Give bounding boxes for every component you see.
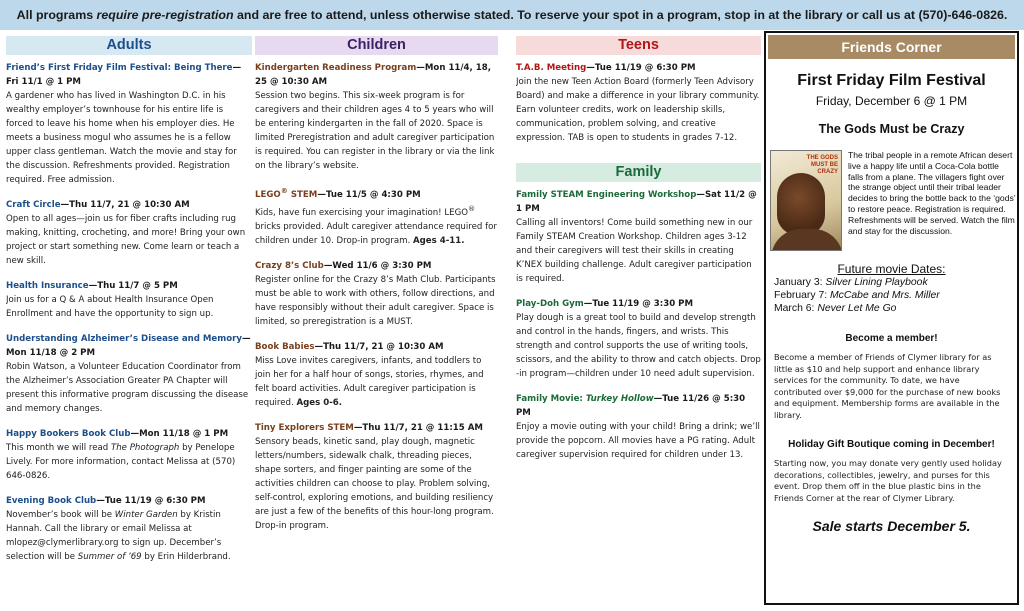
event-time: —Tue 11/19 @ 6:30 PM (586, 63, 696, 73)
event-item (255, 340, 498, 410)
future-date-item: March 6: Never Let Me Go (774, 303, 897, 314)
movie-poster-image (770, 150, 842, 251)
event-time: —Tue 11/5 @ 4:30 PM (317, 189, 421, 200)
event-item (6, 494, 252, 564)
event-name: Family STEAM Engineering Workshop (516, 190, 697, 200)
event-description: A gardener who has lived in Washington D.C. in his wealthy employer’s townhouse for his entire life is forced to leave his home when his employer dies. He meets a business mogul who assumes he is a fellow upper class gentleman. Watch the movie and stay for the discussion. Refreshments provided. Registration required. Free admission. (6, 91, 237, 185)
event-description: Robin Watson, a Volunteer Education Coordinator from the Alzheimer’s Association Greater PA Chapter will present this informative program discussing the disease and memory changes. (6, 362, 249, 414)
event-time: —Tue 11/26 @ 5:30 PM (516, 394, 746, 418)
event-name: Book Babies (255, 341, 315, 352)
future-date-item: February 7: McCabe and Mrs. Miller (774, 290, 940, 301)
banner-text-2: and are free to attend, unless otherwise stated. To reserve your spot in a program, stop in at the library or call us at (570)-646-0826. (233, 8, 1008, 22)
event-description: Open to all ages—join us for fiber crafts including rug making, knitting, crocheting, and more! Bring your own project or start something new. Come learn or teach a new skill. (6, 214, 246, 266)
movie-title: The Gods Must be Crazy (818, 122, 965, 136)
movie-description: The tribal people in a remote African desert live a happy life until a Coca-Cola bottle falls from a plane. The villagers fight over the strange object until their tribal leader decides to bring the bottle back to the ‘gods’ to restore peace. Registration is required. Refreshments will be served. Watch the film and stay for the discussion. (848, 150, 1016, 236)
event-item (6, 332, 252, 416)
event-time: —Thu 11/7, 21 @ 10:30 AM (314, 341, 444, 352)
event-description: Play dough is a great tool to build and develop strength and control in the hands, fingers, and wrists. This strength and control supports the use of writing tools, scissors, and the ability to throw and catch objects. Drop -in program—children under 10 need adult supervision. (516, 313, 761, 379)
gift-boutique-description: Starting now, you may donate very gently used holiday decorations, collectibles, jewelry, and purses for this event. Drop them off in the blue plastic bins in the Friends Corner at the rear of Clymer Library. (774, 458, 1002, 503)
event-name: Happy Bookers Book Club (6, 429, 131, 439)
event-description: Join us for a Q & A about Health Insurance Open Enrollment and have the opportunity to sign up. (6, 295, 214, 319)
event-time: —Mon 11/18 @ 1 PM (130, 429, 229, 439)
banner-text-1: All programs (16, 8, 97, 22)
teens-family-column (516, 36, 761, 473)
event-name: Craft Circle (6, 200, 61, 210)
event-name: LEGO® STEM (255, 186, 318, 200)
event-item (516, 61, 761, 145)
gift-boutique-header: Holiday Gift Boutique coming in December! (788, 439, 995, 450)
film-festival-title: First Friday Film Festival (797, 72, 986, 89)
event-time: —Mon 11/4, 18, 25 @ 10:30 AM (255, 63, 491, 87)
poster-body-shape (771, 229, 842, 251)
event-name: Play-Doh Gym (516, 299, 584, 309)
event-name: Health Insurance (6, 281, 89, 291)
movie-feature (766, 150, 1017, 260)
membership-description: Become a member of Friends of Clymer library for as little as $10 and help support and enhance library services for the community. To date, we have contributed over $9,000 for the purchase of new books and equipment. Membership forms are available in the library. (774, 352, 1001, 420)
children-header: Children (255, 36, 498, 55)
event-time: —Mon 11/18 @ 2 PM (6, 334, 251, 358)
event-time: —Sat 11/2 @ 1 PM (516, 190, 757, 214)
poster-face-shape (777, 173, 825, 235)
event-item (255, 184, 498, 248)
event-description: Session two begins. This six-week program is for caregivers and their children ages 4 to 5 years who will be entering kindergarten in the fall of 2020. Space is limited Preregistration and adult caregiver participation is required. You can register in the library or via the link on the library’s website. (255, 91, 495, 171)
event-time: —Tue 11/19 @ 6:30 PM (96, 496, 206, 506)
sale-date: Sale starts December 5. (812, 518, 971, 534)
event-name: Kindergarten Readiness Program (255, 63, 417, 73)
event-item (6, 61, 252, 187)
event-item (516, 392, 761, 462)
event-time: —Tue 11/19 @ 3:30 PM (583, 299, 694, 309)
event-item (255, 421, 498, 533)
adults-column (6, 36, 252, 575)
event-description: Enjoy a movie outing with your child! Bring a drink; we’ll provide the popcorn. All movies have a PG rating. Adult caregiver supervision required for children under 13. (516, 422, 760, 460)
event-item (6, 279, 252, 321)
event-name: Tiny Explorers STEM (255, 422, 354, 433)
event-item (255, 61, 498, 173)
film-festival-date: Friday, December 6 @ 1 PM (815, 94, 968, 108)
event-time: —Thu 11/7, 21 @ 10:30 AM (60, 200, 190, 210)
future-dates-list (774, 276, 1017, 315)
event-time: —Thu 11/7 @ 5 PM (88, 281, 178, 291)
children-column (255, 36, 498, 544)
friends-corner-panel (764, 31, 1019, 605)
event-name: Understanding Alzheimer’s Disease and Memory (6, 334, 242, 344)
event-item (516, 297, 761, 381)
event-description: Sensory beads, kinetic sand, play dough, magnetic letters/numbers, sidewalk chalk, threading pieces, shape sorters, and finger painting are some of the activities children can choose to play. Problem solving, self-control, exploring emotions, and building resiliency are just a few of the benefits of this hour-long program. Drop-in program. (255, 436, 494, 531)
event-description: Miss Love invites caregivers, infants, and toddlers to join her for a half hour of songs, stories, rhymes, and felt board activities. Adult caregiver participation is required. Ages 0-6. (255, 355, 484, 408)
event-item (255, 259, 498, 329)
future-date-item: January 3: Silver Lining Playbook (774, 277, 928, 288)
event-description: This month we will read The Photograph by Penelope Lively. For more information, contact Melissa at (570) 646-0826. (6, 443, 236, 481)
future-dates-header: Future movie Dates: (837, 262, 946, 276)
event-description: Register online for the Crazy 8’s Math Club. Participants must be able to work with others, follow directions, and have responsibly without their adult caregiver. Space is limited, so preregistration is a MUST. (255, 274, 496, 327)
adults-header: Adults (6, 36, 252, 55)
event-name: Friend’s First Friday Film Festival: Being There (6, 63, 233, 73)
event-item (6, 198, 252, 268)
event-description: Join the new Teen Action Board (formerly Teen Advisory Board) and make a difference in your library community. Earn volunteer credits, work on leadership skills, communication, problem solving, and creative expression. TAB is open to students in grades 7-12. (516, 77, 760, 143)
banner-emphasis: require pre-registration (96, 8, 234, 22)
poster-title: THE GODS MUST BE CRAZY (806, 155, 838, 175)
event-time: —Wed 11/6 @ 3:30 PM (323, 260, 432, 271)
event-description: Calling all inventors! Come build something new in our Family STEAM Creation Workshop. Children ages 3-12 and their caregivers will test their skills in creating K’NEX building challenge. Adult caregiver participation is required. (516, 218, 753, 284)
membership-header: Become a member! (845, 333, 938, 344)
event-name: Evening Book Club (6, 496, 97, 506)
event-description: November’s book will be Winter Garden by Kristin Hannah. Call the library or email Melissa at mlopez@clymerlibrary.org to sign up. December’s selection will be Summer of ’69 by Erin Hilderbrand. (6, 510, 231, 562)
pre-registration-banner (0, 0, 1024, 30)
event-item (516, 188, 761, 286)
teens-header: Teens (516, 36, 761, 55)
event-name: T.A.B. Meeting (516, 63, 587, 73)
event-name: Crazy 8’s Club (255, 260, 324, 271)
event-time: —Thu 11/7, 21 @ 11:15 AM (353, 422, 483, 433)
event-name: Family Movie: Turkey Hollow (516, 394, 654, 404)
event-item (6, 427, 252, 483)
family-header: Family (516, 163, 761, 182)
event-time: —Fri 11/1 @ 1 PM (6, 63, 242, 87)
friends-corner-header: Friends Corner (768, 35, 1015, 59)
event-description: Kids, have fun exercising your imagination! LEGO® bricks provided. Adult caregiver attendance required for children under 10. Drop-in program. Ages 4-11. (255, 203, 497, 246)
